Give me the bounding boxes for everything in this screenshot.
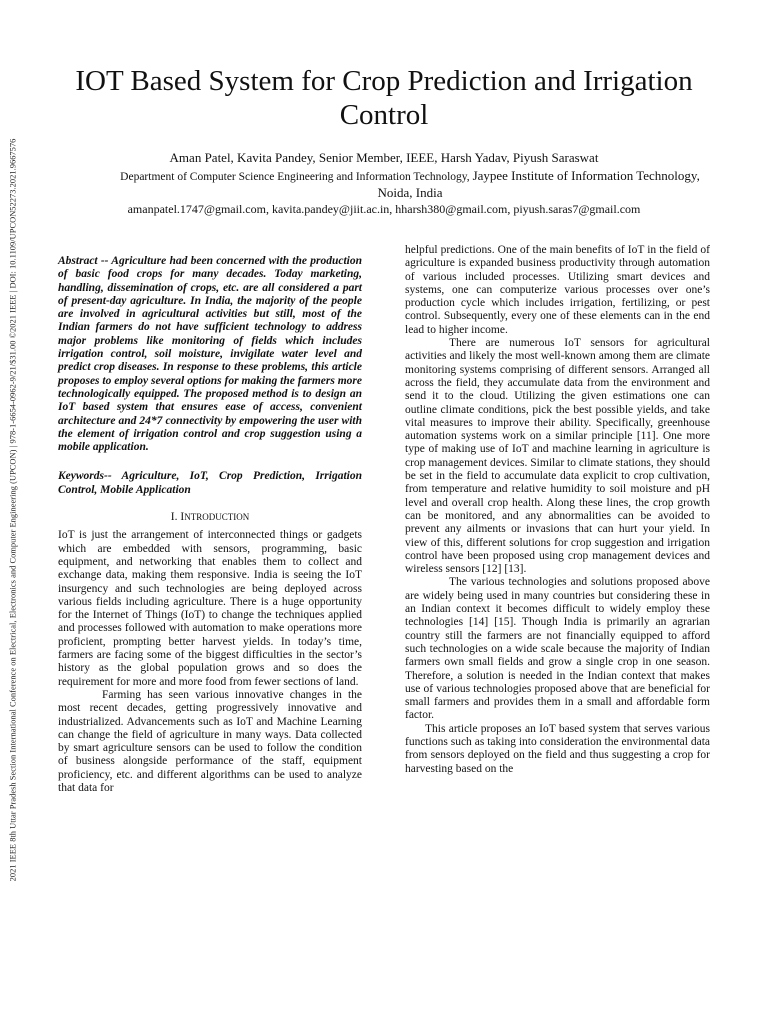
intro-paragraph-1: IoT is just the arrangement of interconnected things or gadgets which are embedded with sensors, programming, basic equipment, and networking that enables them to collect and exchange data, making them responsive. India is seeing the IoT insurgency and such technologies are being deployed across various fields including agriculture. There is a huge opportunity for the Internet of Things (IoT) to change the techniques applied and processes followed with automation to make operations more proficient, prompting better harvest yields. In today’s time, farmers are facing some of the biggest difficulties in the sector’s history as the global population grows and so does the requirement for more and more food from fewer sections of land. <box>58 529 362 688</box>
conference-sidebar <box>4 80 22 940</box>
affiliation-institute: Jaypee Institute of Information Technology, Noida, India <box>377 168 700 200</box>
abstract: Abstract -- Agriculture had been concerned with the production of basic food crops for many decades. Today marketing, handling, dissemination of crops, etc. are all considered a part of present-day agriculture. In India, the majority of the people are involved in agricultural activities but still, most of the Indian farmers do not have sufficient technology to address major problems like monitoring of fields which includes irrigation control, soil moisture, invigilate water level and predict crop diseases. In response to these problems, this article proposes to employ several options for making the farmers more technologically equipped. The proposed method is to design an IoT based system that ensures ease of access, convenient architecture and 24*7 connectivity by empowering the user with the element of irrigation control and crop suggestion using a mobile application. <box>58 255 362 454</box>
intro-paragraph-4: There are numerous IoT sensors for agricultural activities and likely the most well-known among them are climate monitoring systems comprising of different sensors. Arranged all across the field, they accumulate data from the environment and send it to the cloud. Utilizing the given estimations one can outline climate conditions, pick the best possible yields, and take vital measures to improve their ability. Specifically, greenhouse automation systems work on a similar principle [11]. One more type of making use of IoT and machine learning in agriculture is crop management devices. Similar to climate stations, they should be set in the field to accumulate data explicit to crop cultivation, from temperature and relative humidity to soil moisture and pH level and overall crop health. Along these lines, the crop growth can be monitored, and any abnormalities can be avoided to prevent any ailments or invasions that can hurt your yield. In view of this, different solutions for crop suggestion and irrigation control have been proposed using crop management devices and wireless sensors [12] [13]. <box>405 337 710 576</box>
paper-title: IOT Based System for Crop Prediction and Irrigation Control <box>75 65 693 131</box>
author-emails: amanpatel.1747@gmail.com, kavita.pandey@jiit.ac.in, hharsh380@gmail.com, piyush.saras7@gmail.com <box>127 202 641 216</box>
right-column <box>405 244 710 776</box>
keywords: Keywords-- Agriculture, IoT, Crop Prediction, Irrigation Control, Mobile Application <box>58 470 362 496</box>
intro-paragraph-2: Farming has seen various innovative changes in the most recent decades, getting progressively innovative and industrialized. Advancements such as IoT and Machine Learning can change the field of agriculture in many ways. Data collected by smart agriculture sensors can be used to follow the condition of business alongside performance of the staff, equipment proficiency, etc. and different algorithms can be used to analyze that data for <box>58 688 362 794</box>
affiliation-department: Department of Computer Science Engineering and Information Technology, <box>120 171 473 183</box>
affiliation <box>110 168 710 201</box>
intro-paragraph-5: The various technologies and solutions proposed above are widely being used in many countries but considering these in an Indian context it becomes difficult to widely employ these technologies [14] [15]. Though India is primarily an agrarian country still the farmers are not financially equipped to afford such technologies on a wide scale because the majority of Indian farmers own small fields and grow a single crop in one season. Therefore, a solution is needed in the Indian context that makes use of various technologies proposed above that are beneficial for small farmers and provides them in a small and affordable form factor. <box>405 576 710 722</box>
conference-citation: 2021 IEEE 8th Uttar Pradesh Section International Conference on Electrical, Electronics and Computer Engineering (UPCON) | 978-1-6654-0962-9/21/$31.00 ©2021 IEEE | DOI: 10.1109/UPCON52273.2021.9667576 <box>8 138 18 882</box>
intro-paragraph-6: This article proposes an IoT based system that serves various functions such as taking into consideration the environmental data from sensors deployed on the field and thus suggesting a crop for harvesting based on the <box>405 722 710 775</box>
section-number: I. <box>170 511 181 524</box>
intro-paragraph-3: helpful predictions. One of the main benefits of IoT in the field of agriculture is expanded business productivity through automation of various included processes. Utilizing smart devices and systems, one can computerize various processes over one’s production cycle which includes irrigation, fertilizing, or pest control. Subsequently, every one of these elements can in the end lead to higher income. <box>405 244 710 336</box>
left-column <box>58 255 362 795</box>
section-title-rest: NTRODUCTION <box>184 512 250 523</box>
authors: Aman Patel, Kavita Pandey, Senior Member, IEEE, Harsh Yadav, Piyush Saraswat <box>169 150 599 165</box>
section-title-initial: I <box>180 511 185 524</box>
section-heading-introduction <box>58 511 362 524</box>
